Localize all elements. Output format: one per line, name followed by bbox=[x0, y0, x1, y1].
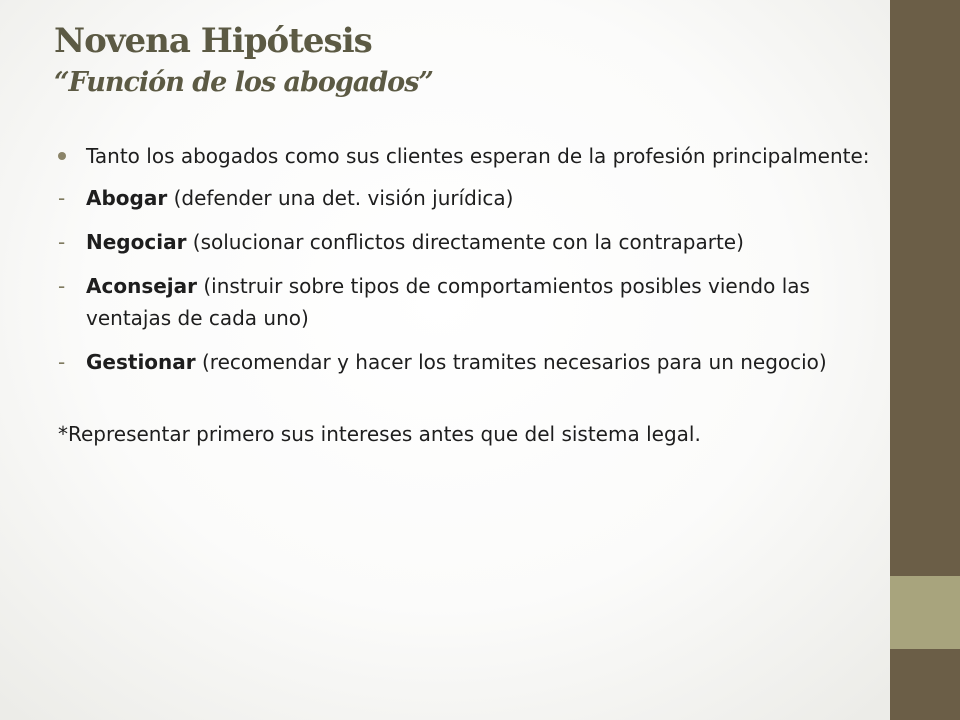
item-keyword: Aconsejar bbox=[86, 274, 197, 298]
item-description: (defender una det. visión jurídica) bbox=[167, 186, 514, 210]
sidebar-accent-top bbox=[890, 0, 960, 576]
item-description: (solucionar conflictos directamente con la contraparte) bbox=[186, 230, 744, 254]
title-main: Novena Hipótesis bbox=[54, 21, 372, 61]
list-item-aconsejar bbox=[58, 270, 878, 334]
intro-text: Tanto los abogados como sus clientes esperan de la profesión principalmente: bbox=[86, 144, 870, 168]
footnote: *Representar primero sus intereses antes que del sistema legal. bbox=[58, 422, 701, 446]
title-subtitle: “Función de los abogados” bbox=[54, 67, 433, 98]
list-item-negociar bbox=[58, 226, 878, 258]
bullet-dot-icon bbox=[58, 152, 66, 160]
dash-marker: - bbox=[58, 350, 66, 374]
list-item-gestionar bbox=[58, 346, 878, 378]
item-description: (instruir sobre tipos de comportamientos posibles viendo las ventajas de cada uno) bbox=[86, 274, 810, 330]
slide-content bbox=[58, 140, 878, 450]
sidebar-accent-bottom bbox=[890, 649, 960, 720]
item-description: (recomendar y hacer los tramites necesarios para un negocio) bbox=[195, 350, 827, 374]
list-item-abogar bbox=[58, 182, 878, 214]
dash-marker: - bbox=[58, 186, 66, 210]
intro-bullet bbox=[58, 140, 878, 172]
item-keyword: Gestionar bbox=[86, 350, 196, 374]
slide-title bbox=[54, 18, 874, 102]
sidebar-accent-middle bbox=[890, 576, 960, 649]
item-keyword: Negociar bbox=[86, 230, 187, 254]
dash-marker: - bbox=[58, 274, 66, 298]
item-keyword: Abogar bbox=[86, 186, 168, 210]
dash-marker: - bbox=[58, 230, 66, 254]
